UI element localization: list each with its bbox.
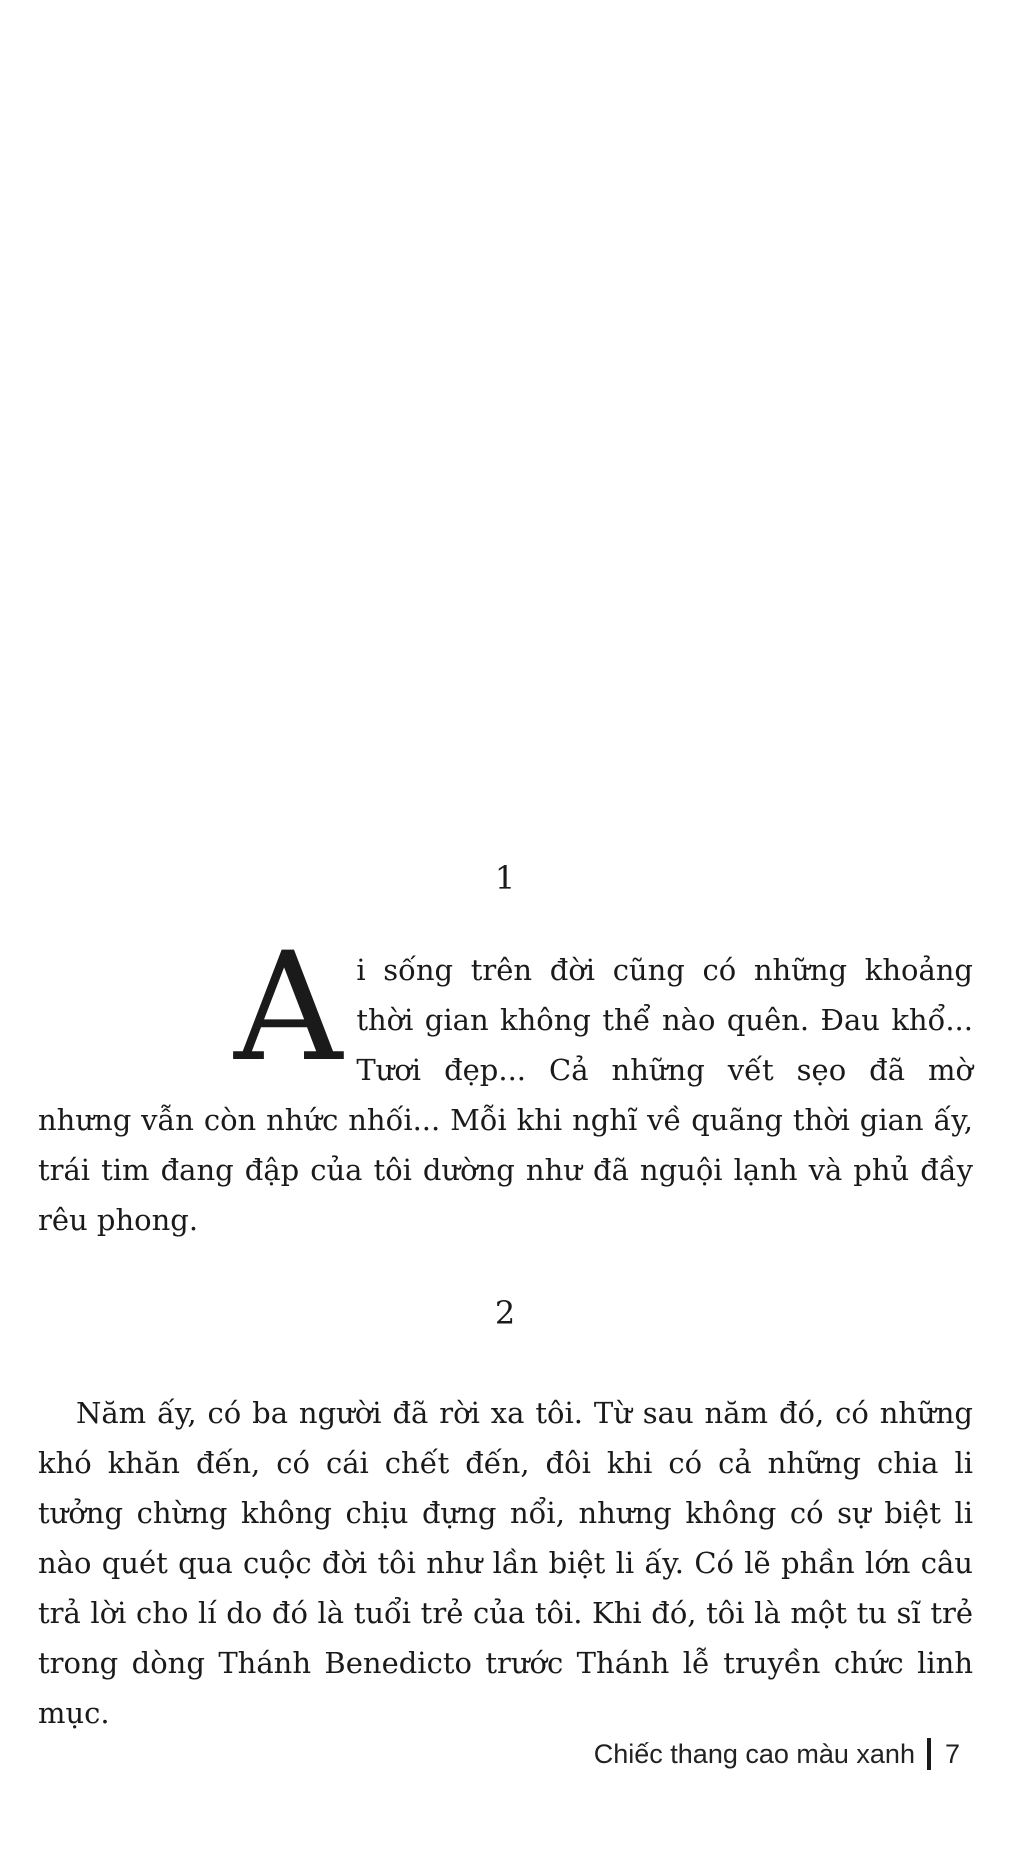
section-number-1: 1 <box>494 859 516 897</box>
page-footer <box>594 1738 960 1770</box>
drop-cap-letter: A <box>234 921 343 1095</box>
page-number: 7 <box>944 1738 960 1769</box>
section-1-paragraph <box>38 921 973 1245</box>
footer-divider <box>927 1738 931 1770</box>
section-number-2: 2 <box>494 1294 516 1332</box>
running-title: Chiếc thang cao màu xanh <box>593 1738 915 1769</box>
section-1-text: i sống trên đời cũng có những khoảng thời gian không thể nào quên. Đau khổ... Tươi đẹp... Cả những vết sẹo đã mờ nhưng vẫn còn nhức nhối... Mỗi khi nghĩ về quãng thời gian ấy, trái tim đang đập của tôi dường như đã nguội lạnh và phủ đầy rêu phong. <box>38 953 973 1237</box>
section-2-paragraph: Năm ấy, có ba người đã rời xa tôi. Từ sau năm đó, có những khó khăn đến, có cái chết đến, đôi khi có cả những chia li tưởng chừng không chịu đựng nổi, nhưng không có sự biệt li nào quét qua cuộc đời tôi như lần biệt li ấy. Có lẽ phần lớn câu trả lời cho lí do đó là tuổi trẻ của tôi. Khi đó, tôi là một tu sĩ trẻ trong dòng Thánh Benedicto trước Thánh lễ truyền chức linh mục. <box>38 1396 973 1730</box>
